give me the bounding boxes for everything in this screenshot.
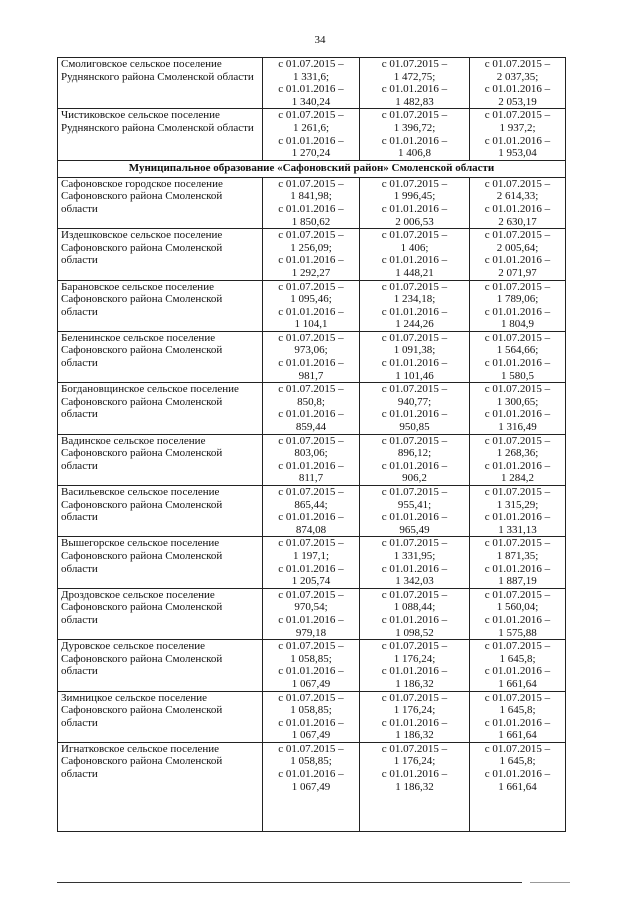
rate-cell-2: [360, 588, 470, 639]
rate-period: с 01.07.2015 –: [484, 229, 551, 242]
rate-value: 1 661,64: [498, 780, 537, 793]
rate-value: 1 340,24: [291, 95, 331, 108]
rate-period: с 01.07.2015 –: [381, 58, 448, 70]
rate-value: 1 270,24: [291, 147, 331, 160]
rate-value: 1 095,46;: [290, 293, 332, 306]
rate-value: 2 630,17: [498, 215, 537, 228]
rate-value: 940,77;: [397, 395, 432, 408]
rate-period: с 01.07.2015 –: [278, 331, 344, 344]
rate-value: 1 887,19: [498, 575, 537, 588]
settlement-name: Чистиковское сельское поселение Руднянского района Смоленской области: [58, 109, 263, 160]
rate-period: с 01.01.2016 –: [278, 202, 344, 215]
rate-period: с 01.01.2016 –: [484, 408, 551, 421]
rate-period: с 01.07.2015 –: [484, 742, 551, 755]
rate-period: с 01.07.2015 –: [381, 742, 448, 755]
rate-value: 1 101,46: [395, 369, 434, 382]
rate-period: с 01.01.2016 –: [278, 716, 344, 729]
rate-period: с 01.01.2016 –: [278, 768, 344, 781]
rate-value: 970,54;: [294, 601, 328, 614]
rate-period: с 01.01.2016 –: [278, 562, 344, 575]
settlement-name: Сафоновское городское поселение Сафоновского района Смоленской области: [58, 177, 263, 228]
rate-value: 1 058,85;: [290, 755, 332, 768]
rate-value: 1 661,64: [498, 729, 537, 742]
rate-value: 1 996,45;: [393, 190, 436, 203]
rate-period: с 01.01.2016 –: [381, 134, 448, 147]
table-row: [58, 434, 566, 485]
rate-period: с 01.01.2016 –: [278, 83, 344, 96]
settlement-name: Барановское сельское поселение Сафоновского района Смоленской области: [58, 280, 263, 331]
rate-cell-1: [263, 640, 360, 691]
rate-period: с 01.01.2016 –: [484, 459, 551, 472]
rate-value: 1 067,49: [291, 677, 331, 690]
rate-cell-3: [470, 691, 566, 742]
rate-cell-3: [470, 109, 566, 160]
rate-value: 1 560,04;: [496, 601, 539, 614]
rate-value: 1 268,36;: [496, 447, 539, 460]
rate-value: 1 067,49: [291, 729, 331, 742]
rate-value: 1 315,29;: [496, 498, 539, 511]
rate-value: 1 448,21: [395, 266, 434, 279]
rate-period: с 01.07.2015 –: [484, 177, 551, 190]
rate-value: 1 871,35;: [496, 549, 539, 562]
rate-period: с 01.01.2016 –: [484, 202, 551, 215]
rate-value: 1 841,98;: [290, 190, 332, 203]
rate-value: 973,06;: [294, 344, 328, 357]
table-row: [58, 691, 566, 742]
rate-cell-3: [470, 383, 566, 434]
rate-period: с 01.07.2015 –: [381, 691, 448, 704]
rate-value: 896,12;: [397, 447, 432, 460]
rate-cell-2: [360, 742, 470, 831]
table-row: [58, 280, 566, 331]
rate-value: 1 661,64: [498, 677, 537, 690]
rate-period: с 01.01.2016 –: [484, 665, 551, 678]
rate-value: 1 088,44;: [393, 601, 436, 614]
rate-period: с 01.01.2016 –: [484, 254, 551, 267]
table-row: [58, 58, 566, 109]
rate-value: 1 244,26: [395, 318, 434, 331]
rate-value: 1 091,38;: [393, 344, 436, 357]
rate-value: 1 186,32: [395, 677, 434, 690]
section-header-row: [58, 160, 566, 177]
rate-cell-1: [263, 486, 360, 537]
table-row: [58, 742, 566, 831]
rate-cell-2: [360, 280, 470, 331]
rate-period: с 01.01.2016 –: [381, 562, 448, 575]
rate-period: с 01.01.2016 –: [381, 665, 448, 678]
rate-period: с 01.07.2015 –: [278, 691, 344, 704]
rate-period: с 01.01.2016 –: [381, 511, 448, 524]
rate-cell-2: [360, 640, 470, 691]
rate-period: с 01.07.2015 –: [484, 537, 551, 550]
rate-period: с 01.07.2015 –: [484, 640, 551, 653]
rate-cell-1: [263, 434, 360, 485]
rate-period: с 01.07.2015 –: [381, 331, 448, 344]
rate-value: 2 614,33;: [496, 190, 539, 203]
rate-period: с 01.07.2015 –: [278, 383, 344, 396]
rate-value: 1 058,85;: [290, 704, 332, 717]
rate-value: 874,08: [295, 523, 327, 536]
rate-value: 1 098,52: [395, 626, 434, 639]
rate-value: 850,8;: [297, 395, 325, 408]
rate-period: с 01.07.2015 –: [484, 691, 551, 704]
rate-period: с 01.07.2015 –: [381, 229, 448, 242]
rate-cell-2: [360, 691, 470, 742]
rate-period: с 01.01.2016 –: [381, 254, 448, 267]
rate-value: 1 804,9: [501, 318, 534, 331]
rate-period: с 01.01.2016 –: [484, 511, 551, 524]
tariff-table: [57, 57, 566, 832]
rate-period: с 01.01.2016 –: [484, 716, 551, 729]
rate-value: 1 472,75;: [393, 70, 436, 83]
rate-cell-3: [470, 742, 566, 831]
rate-value: 1 789,06;: [496, 293, 539, 306]
rate-value: 1 261,6;: [292, 121, 330, 134]
rate-value: 2 071,97: [498, 266, 537, 279]
rate-value: 1 580,5: [501, 369, 534, 382]
rate-cell-3: [470, 229, 566, 280]
rate-period: с 01.07.2015 –: [278, 229, 344, 242]
rate-value: 2 053,19: [498, 95, 537, 108]
rate-value: 1 176,24;: [393, 652, 436, 665]
rate-cell-3: [470, 331, 566, 382]
rate-value: 1 234,18;: [393, 293, 436, 306]
rate-period: с 01.01.2016 –: [381, 357, 448, 370]
rate-value: 811,7: [298, 472, 324, 485]
rate-value: 1 067,49: [291, 780, 331, 793]
table-row: [58, 486, 566, 537]
rate-cell-2: [360, 383, 470, 434]
rate-period: с 01.07.2015 –: [381, 588, 448, 601]
rate-cell-3: [470, 280, 566, 331]
rate-value: 1 316,49: [498, 421, 537, 434]
rate-period: с 01.01.2016 –: [278, 357, 344, 370]
settlement-name: Вышегорское сельское поселение Сафоновского района Смоленской области: [58, 537, 263, 588]
rate-value: 1 645,8;: [499, 755, 536, 768]
rate-period: с 01.01.2016 –: [278, 408, 344, 421]
rate-cell-2: [360, 434, 470, 485]
rate-value: 1 645,8;: [499, 652, 536, 665]
rate-cell-1: [263, 691, 360, 742]
rate-period: с 01.07.2015 –: [278, 588, 344, 601]
settlement-name: Игнатковское сельское поселение Сафоновского района Смоленской области: [58, 742, 263, 831]
rate-value: 1 104,1: [294, 318, 328, 331]
rate-period: с 01.07.2015 –: [278, 280, 344, 293]
rate-value: 1 406;: [400, 241, 429, 254]
rate-period: с 01.01.2016 –: [278, 511, 344, 524]
rate-value: 1 850,62: [291, 215, 331, 228]
rate-value: 1 342,03: [395, 575, 434, 588]
rate-period: с 01.07.2015 –: [278, 434, 344, 447]
rate-value: 1 176,24;: [393, 704, 436, 717]
rate-cell-2: [360, 486, 470, 537]
rate-cell-3: [470, 640, 566, 691]
rate-value: 1 331,6;: [292, 70, 330, 83]
rate-period: с 01.07.2015 –: [278, 640, 344, 653]
rate-period: с 01.07.2015 –: [484, 280, 551, 293]
rate-value: 1 186,32: [395, 729, 434, 742]
table-row: [58, 109, 566, 160]
rate-period: с 01.07.2015 –: [381, 177, 448, 190]
settlement-name: Богдановщинское сельское поселение Сафоновского района Смоленской области: [58, 383, 263, 434]
table-row: [58, 383, 566, 434]
rate-period: с 01.01.2016 –: [278, 613, 344, 626]
rate-cell-1: [263, 383, 360, 434]
settlement-name: Дроздовское сельское поселение Сафоновского района Смоленской области: [58, 588, 263, 639]
rate-period: с 01.01.2016 –: [484, 134, 551, 147]
rate-period: с 01.07.2015 –: [381, 109, 448, 122]
rate-value: 2 005,64;: [496, 241, 539, 254]
rate-value: 981,7: [298, 369, 324, 382]
rate-period: с 01.07.2015 –: [484, 383, 551, 396]
rate-value: 1 331,95;: [393, 549, 436, 562]
rate-cell-1: [263, 109, 360, 160]
rate-period: с 01.07.2015 –: [278, 537, 344, 550]
rate-value: 1 256,09;: [290, 241, 332, 254]
section-title: Муниципальное образование «Сафоновский район» Смоленской области: [58, 160, 566, 177]
table-row: [58, 331, 566, 382]
rate-value: 1 396,72;: [393, 121, 436, 134]
rate-value: 2 006,53: [395, 215, 434, 228]
rate-value: 1 564,66;: [496, 344, 539, 357]
settlement-name: Беленинское сельское поселение Сафоновского района Смоленской области: [58, 331, 263, 382]
rate-period: с 01.07.2015 –: [278, 109, 344, 122]
rate-value: 1 575,88: [498, 626, 537, 639]
rate-period: с 01.01.2016 –: [278, 254, 344, 267]
rate-cell-3: [470, 177, 566, 228]
rate-value: 803,06;: [294, 447, 328, 460]
rate-period: с 01.07.2015 –: [484, 486, 551, 498]
rate-period: с 01.07.2015 –: [278, 58, 344, 70]
page-number: 34: [314, 34, 326, 46]
rate-cell-2: [360, 177, 470, 228]
rate-period: с 01.07.2015 –: [381, 280, 448, 293]
rate-period: с 01.01.2016 –: [484, 357, 551, 370]
rate-period: с 01.07.2015 –: [381, 383, 448, 396]
rate-value: 906,2: [402, 472, 427, 485]
rate-period: с 01.07.2015 –: [484, 434, 551, 447]
rate-period: с 01.07.2015 –: [381, 640, 448, 653]
settlement-name: Дуровское сельское поселение Сафоновского района Смоленской области: [58, 640, 263, 691]
rate-period: с 01.07.2015 –: [278, 742, 344, 755]
rate-value: 979,18: [295, 626, 327, 639]
rate-cell-1: [263, 331, 360, 382]
rate-value: 1 205,74: [291, 575, 331, 588]
rate-period: с 01.01.2016 –: [381, 305, 448, 318]
rate-period: с 01.01.2016 –: [484, 613, 551, 626]
rate-period: с 01.07.2015 –: [484, 331, 551, 344]
rate-cell-2: [360, 109, 470, 160]
rate-period: с 01.01.2016 –: [381, 408, 448, 421]
rate-period: с 01.01.2016 –: [484, 562, 551, 575]
rate-cell-3: [470, 537, 566, 588]
rate-period: с 01.01.2016 –: [278, 665, 344, 678]
rate-cell-3: [470, 434, 566, 485]
rate-period: с 01.01.2016 –: [381, 613, 448, 626]
rate-cell-1: [263, 537, 360, 588]
footer-rule: [57, 882, 522, 883]
rate-cell-3: [470, 588, 566, 639]
rate-value: 1 292,27: [291, 266, 331, 279]
rate-value: 2 037,35;: [496, 70, 539, 83]
settlement-name: Васильевское сельское поселение Сафоновского района Смоленской области: [58, 486, 263, 537]
rate-cell-3: [470, 486, 566, 537]
rate-cell-3: [470, 58, 566, 109]
rate-value: 1 953,04: [498, 147, 537, 160]
rate-value: 865,44;: [294, 498, 328, 511]
tariff-table-body: [58, 58, 566, 832]
rate-cell-2: [360, 229, 470, 280]
rate-value: 950,85: [399, 421, 430, 434]
settlement-name: Издешковское сельское поселение Сафоновского района Смоленской области: [58, 229, 263, 280]
rate-value: 1 482,83: [395, 95, 434, 108]
rate-period: с 01.01.2016 –: [381, 768, 448, 781]
rate-value: 1 176,24;: [393, 755, 436, 768]
rate-period: с 01.01.2016 –: [381, 83, 448, 96]
rate-period: с 01.07.2015 –: [278, 486, 344, 498]
rate-value: 859,44: [295, 421, 327, 434]
rate-cell-1: [263, 177, 360, 228]
rate-period: с 01.01.2016 –: [484, 83, 551, 96]
table-row: [58, 229, 566, 280]
table-row: [58, 537, 566, 588]
rate-period: с 01.07.2015 –: [278, 177, 344, 190]
rate-period: с 01.01.2016 –: [278, 134, 344, 147]
rate-period: с 01.01.2016 –: [381, 202, 448, 215]
rate-period: с 01.07.2015 –: [484, 588, 551, 601]
rate-period: с 01.01.2016 –: [484, 768, 551, 781]
table-row: [58, 640, 566, 691]
rate-value: 1 186,32: [395, 780, 434, 793]
rate-period: с 01.07.2015 –: [381, 434, 448, 447]
rate-cell-2: [360, 331, 470, 382]
rate-cell-1: [263, 742, 360, 831]
rate-cell-1: [263, 58, 360, 109]
table-row: [58, 588, 566, 639]
rate-value: 955,41;: [397, 498, 432, 511]
settlement-name: Смолиговское сельское поселение Руднянского района Смоленской области: [58, 58, 263, 109]
rate-period: с 01.07.2015 –: [381, 537, 448, 550]
rate-value: 965,49: [399, 523, 430, 536]
rate-period: с 01.07.2015 –: [484, 109, 551, 122]
rate-value: 1 645,8;: [499, 704, 536, 717]
rate-cell-2: [360, 58, 470, 109]
rate-value: 1 284,2: [501, 472, 534, 485]
rate-cell-1: [263, 280, 360, 331]
rate-period: с 01.01.2016 –: [278, 305, 344, 318]
settlement-name: Вадинское сельское поселение Сафоновского района Смоленской области: [58, 434, 263, 485]
rate-period: с 01.01.2016 –: [278, 459, 344, 472]
rate-cell-2: [360, 537, 470, 588]
rate-cell-1: [263, 229, 360, 280]
rate-period: с 01.01.2016 –: [381, 459, 448, 472]
rate-period: с 01.07.2015 –: [484, 58, 551, 70]
rate-value: 1 300,65;: [496, 395, 539, 408]
rate-period: с 01.01.2016 –: [484, 305, 551, 318]
footer-rule-short: [530, 882, 570, 883]
settlement-name: Зимницкое сельское поселение Сафоновского района Смоленской области: [58, 691, 263, 742]
table-row: [58, 177, 566, 228]
rate-value: 1 331,13: [498, 523, 537, 536]
rate-value: 1 058,85;: [290, 652, 332, 665]
rate-value: 1 406,8: [398, 147, 431, 160]
rate-value: 1 197,1;: [292, 549, 330, 562]
rate-cell-1: [263, 588, 360, 639]
rate-period: с 01.01.2016 –: [381, 716, 448, 729]
rate-value: 1 937,2;: [499, 121, 536, 134]
rate-period: с 01.07.2015 –: [381, 486, 448, 498]
